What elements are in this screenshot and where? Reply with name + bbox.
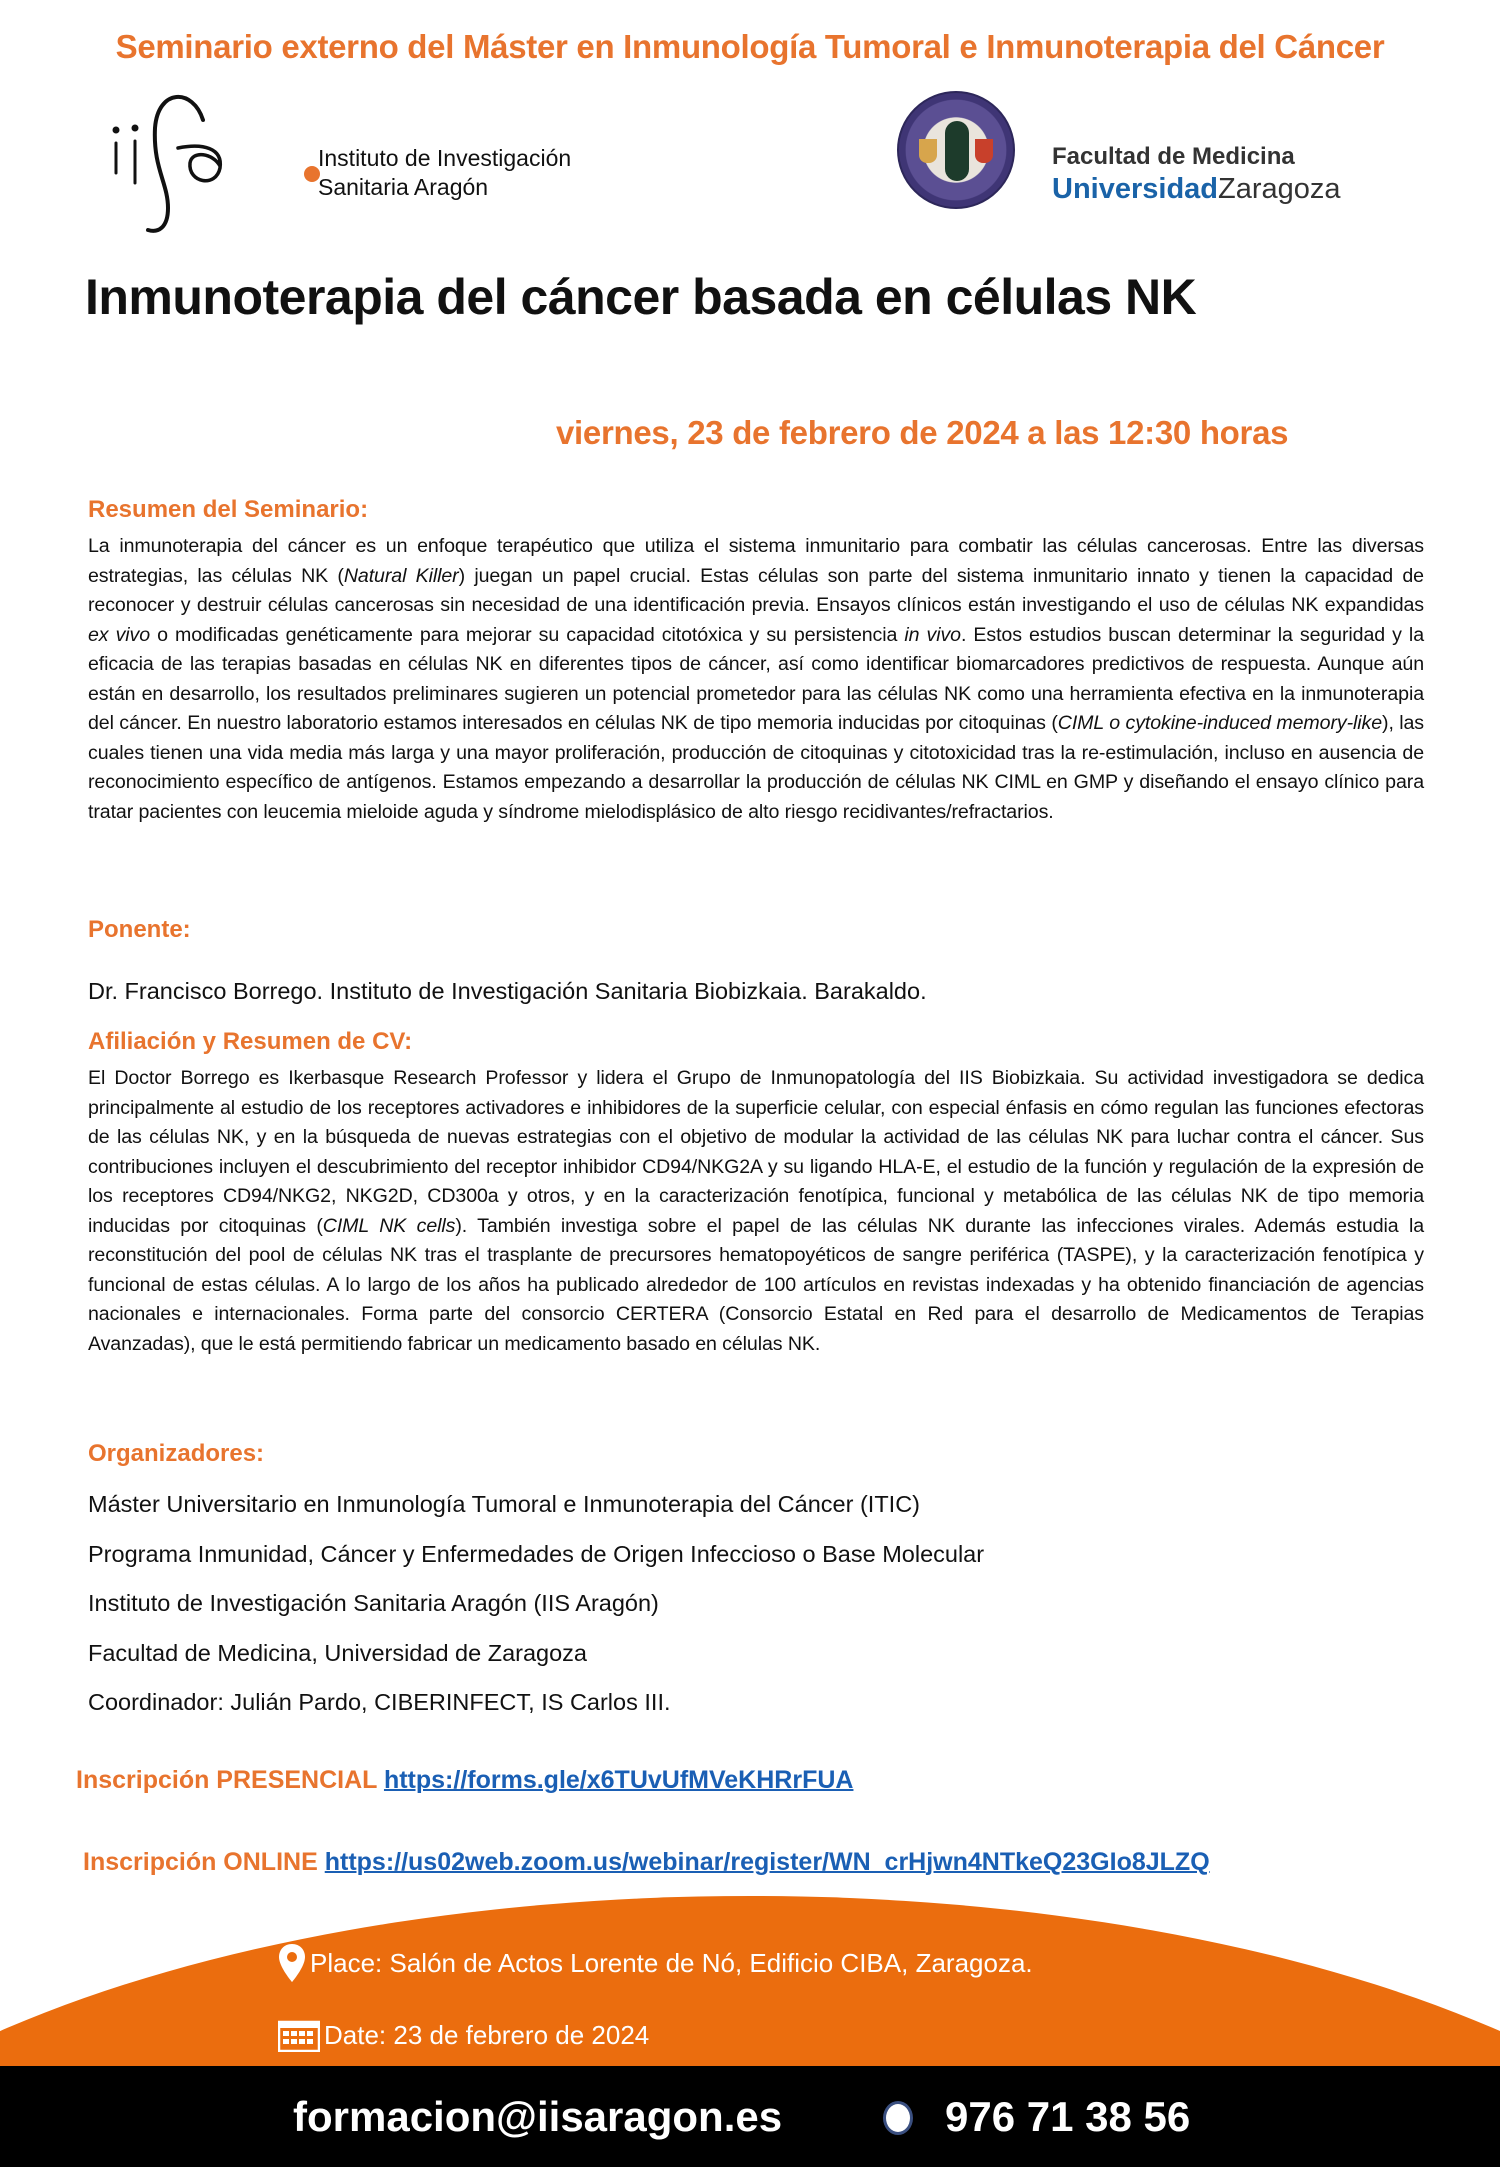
summary-text: La inmunoterapia del cáncer es un enfoque terapéutico que utiliza el sistema inmunitario para combatir las células cancerosas. Entre las diversas estrategias, las células NK ( bbox=[88, 535, 1424, 587]
summary-text: . Estos estudios buscan determinar la seguridad y la eficacia de las terapias basadas en células NK en diferentes tipos de cáncer, así como identificar biomarcadores predictivos de respuesta. Aunque aún están en desarrollo, los resultados preliminares sugieren un potencial prometedor para las células NK como una herramienta efectiva en la inmunoterapia del cáncer. En nuestro laboratorio estamos interesados en células NK de tipo memoria inducidas por citoquinas ( bbox=[88, 623, 1424, 734]
iis-logo-glyph-icon bbox=[108, 88, 308, 238]
iis-logo-line1: Instituto de Investigación bbox=[318, 145, 572, 171]
summary-text: ) juegan un papel crucial. Estas células son parte del sistema inmunitario innato y tienen la capacidad de reconocer y destruir células cancerosas sin necesidad de una identificación previa. Ensayos clínicos están investigando el uso de células NK expandidas bbox=[88, 564, 1424, 616]
cv-text: ). También investiga sobre el papel de las células NK durante las infecciones virales. Además estudia la reconstitución del pool de células NK tras el trasplante de precursores hematopoyéticos de sangre periférica (TASPE), y la caracterización fenotípica y funcional de estas células. A lo largo de los años ha publicado alrededor de 100 artículos en revistas indexadas y ha obtenido financiación de agencias nacionales e internacionales. Forma parte del consorcio CERTERA (Consorcio Estatal en Red para el desarrollo de Medicamentos de Terapias Avanzadas), que le está permitiendo fabricar un medicamento basado en células NK. bbox=[88, 1214, 1424, 1355]
footer-date bbox=[278, 2018, 649, 2052]
summary-text: o modificadas genéticamente para mejorar su capacidad citotóxica y su persistencia bbox=[150, 623, 905, 646]
faculty-name: Facultad de Medicina bbox=[1052, 143, 1295, 170]
speaker-heading: Ponente: bbox=[88, 916, 191, 943]
cv-paragraph bbox=[88, 1064, 1424, 1359]
summary-italic-text: ex vivo bbox=[88, 623, 151, 646]
summary-italic-text: CIML o cytokine-induced memory-like bbox=[1057, 712, 1383, 734]
university-name bbox=[1052, 172, 1341, 206]
phone-dot-icon bbox=[883, 2101, 913, 2135]
iis-aragon-logo bbox=[108, 88, 628, 238]
summary-italic-text: Natural Killer bbox=[343, 564, 459, 587]
organizer-item: Instituto de Investigación Sanitaria Aragón (IIS Aragón) bbox=[88, 1590, 659, 1616]
organizers-list bbox=[88, 1488, 984, 1736]
cv-italic-text: CIML NK cells bbox=[322, 1214, 456, 1237]
contact-phone[interactable]: 976 71 38 56 bbox=[945, 2093, 1191, 2140]
contact-email[interactable]: formacion@iisaragon.es bbox=[293, 2093, 783, 2140]
university-logo-text bbox=[1052, 142, 1341, 206]
summary-heading: Resumen del Seminario: bbox=[88, 496, 369, 523]
calendar-icon bbox=[278, 2018, 320, 2052]
map-pin-icon bbox=[278, 1943, 306, 1983]
organizer-item: Máster Universitario en Inmunología Tumoral e Inmunoterapia del Cáncer (ITIC) bbox=[88, 1491, 921, 1517]
iis-logo-text bbox=[318, 144, 571, 202]
footer-date-text: Date: 23 de febrero de 2024 bbox=[324, 2019, 650, 2050]
faculty-seal-icon bbox=[897, 91, 1015, 209]
cv-text: El Doctor Borrego es Ikerbasque Research Professor y lidera el Grupo de Inmunopatología del IIS Biobizkaia. Su actividad investigadora se dedica principalmente al estudio de los receptores activadores e inhibidores de la superficie celular, con especial énfasis en cómo regulan las funciones efectoras de las células NK, y en la búsqueda de nuevas estrategias con el objetivo de modular la actividad de las células NK para luchar contra el cáncer. Sus contribuciones incluyen el descubrimiento del receptor inhibidor CD94/NKG2A y su ligando HLA-E, el estudio de la función y regulación de la expresión de los receptores CD94/NKG2, NKG2D, CD300a y otros, y en la caracterización fenotípica, funcional y metabólica de las células NK de tipo memoria inducidas por citoquinas ( bbox=[88, 1067, 1424, 1237]
summary-italic-text: in vivo bbox=[904, 623, 961, 646]
registration-in-person-label: Inscripción PRESENCIAL bbox=[76, 1766, 377, 1794]
footer-place-text: Place: Salón de Actos Lorente de Nó, Edificio CIBA, Zaragoza. bbox=[310, 1947, 1033, 1978]
organizer-item: Facultad de Medicina, Universidad de Zaragoza bbox=[88, 1639, 587, 1666]
seminar-series-heading: Seminario externo del Máster en Inmunología Tumoral e Inmunoterapia del Cáncer bbox=[115, 28, 1385, 65]
speaker-name: Dr. Francisco Borrego. Instituto de Investigación Sanitaria Biobizkaia. Barakaldo. bbox=[88, 978, 927, 1004]
footer-place bbox=[278, 1943, 1033, 1983]
registration-online-link[interactable]: https://us02web.zoom.us/webinar/register/WN_crHjwn4NTkeQ23GIo8JLZQ bbox=[324, 1848, 1210, 1876]
seal-shield-right-icon bbox=[975, 139, 993, 163]
registration-online bbox=[83, 1848, 1210, 1877]
event-date-time: viernes, 23 de febrero de 2024 a las 12:30 horas bbox=[556, 414, 1289, 451]
registration-online-label: Inscripción ONLINE bbox=[83, 1848, 318, 1876]
organizer-item: Coordinador: Julián Pardo, CIBERINFECT, IS Carlos III. bbox=[88, 1689, 671, 1715]
cv-heading: Afiliación y Resumen de CV: bbox=[88, 1028, 413, 1055]
iis-logo-line2: Sanitaria Aragón bbox=[318, 174, 489, 200]
seal-snake-icon bbox=[945, 121, 969, 181]
university-name-bold: Universidad bbox=[1052, 173, 1218, 205]
organizers-heading: Organizadores: bbox=[88, 1440, 265, 1467]
university-name-regular: Zaragoza bbox=[1218, 173, 1341, 205]
registration-in-person-link[interactable]: https://forms.gle/x6TUvUfMVeKHRrFUA bbox=[383, 1766, 854, 1794]
summary-text: ), las cuales tienen una vida media más larga y una mayor proliferación, producción de citoquinas y citotoxicidad tras la re-estimulación, incluso en ausencia de reconocimiento específico de antígenos. Estamos empezando a desarrollar la producción de células NK CIML en GMP y diseñando el ensayo clínico para tratar pacientes con leucemia mieloide aguda y síndrome mielodisplásico de alto riesgo recidivantes/refractarios. bbox=[88, 712, 1424, 823]
organizer-item: Programa Inmunidad, Cáncer y Enfermedades de Origen Infeccioso o Base Molecular bbox=[88, 1540, 985, 1567]
seal-shield-left-icon bbox=[919, 139, 937, 163]
page-title: Inmunoterapia del cáncer basada en células NK bbox=[85, 269, 1197, 325]
summary-paragraph bbox=[88, 532, 1424, 827]
registration-in-person bbox=[76, 1766, 853, 1795]
